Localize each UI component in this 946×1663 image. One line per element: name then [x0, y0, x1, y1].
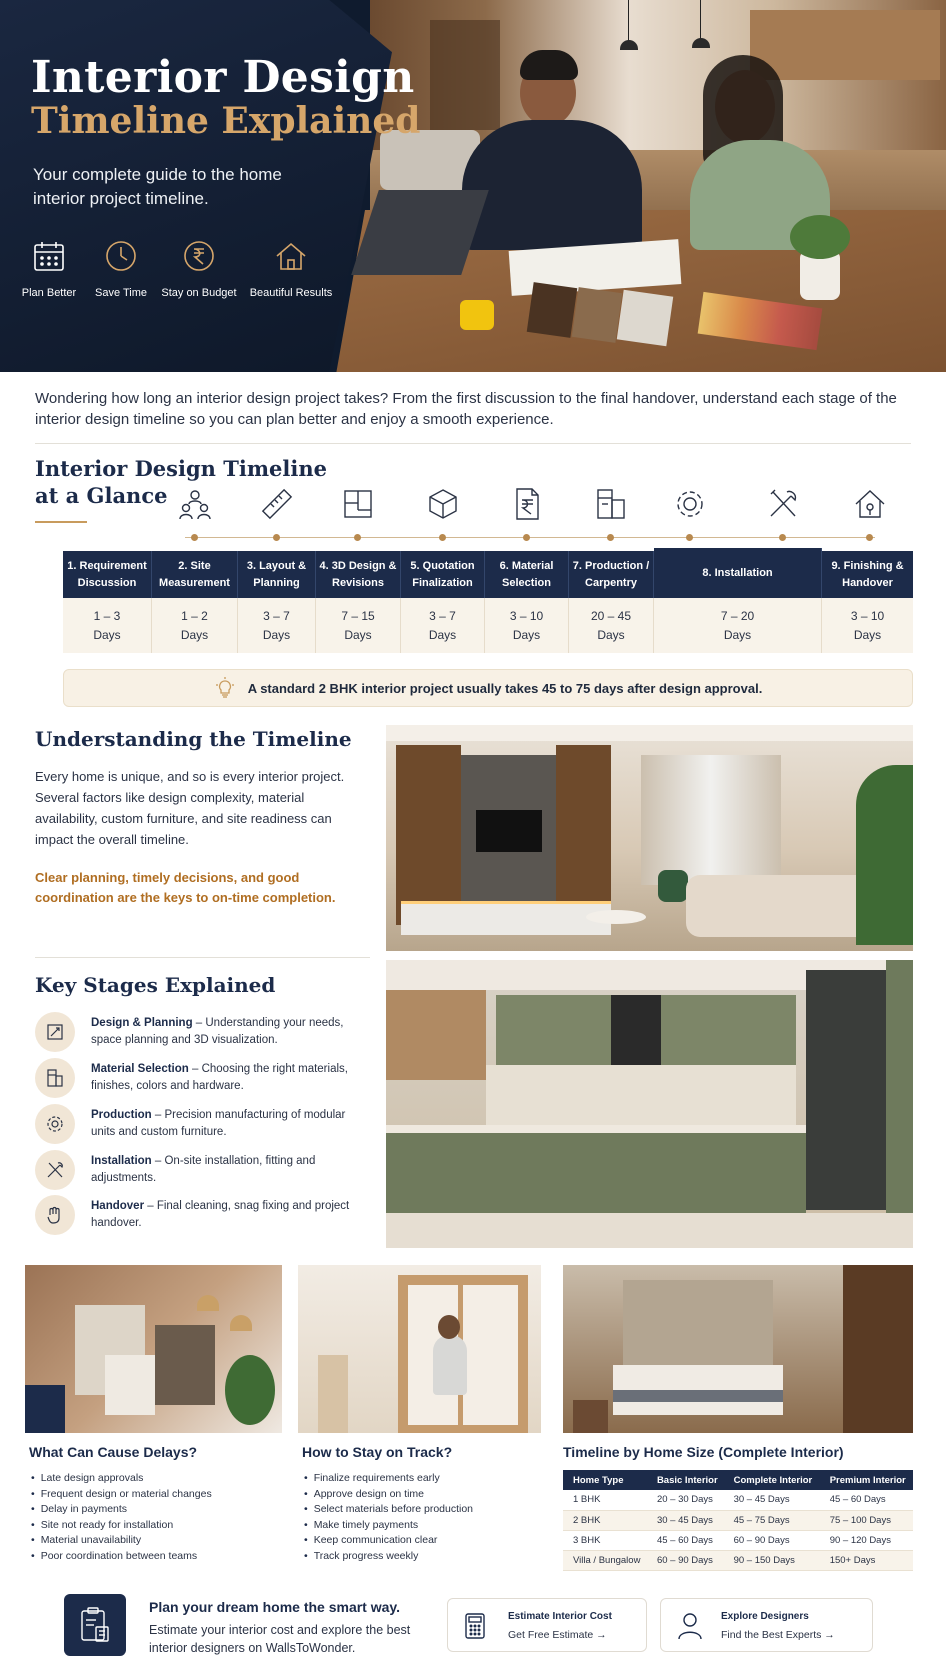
stage-duration: 20 – 45 Days: [569, 598, 654, 653]
list-item: • Late design approvals: [31, 1471, 281, 1487]
title-underline: [35, 521, 87, 523]
table-cell: 45 – 60 Days: [820, 1490, 913, 1510]
stage-header: 5. Quotation Finalization: [401, 551, 485, 598]
tools-icon: [765, 486, 801, 522]
stage-duration: 3 – 10 Days: [822, 598, 913, 653]
stage-header: 2. Site Measurement: [152, 551, 238, 598]
stage-duration: 3 – 7 Days: [238, 598, 316, 653]
list-item: • Site not ready for installation: [31, 1518, 281, 1534]
house-key-icon: [852, 486, 888, 522]
calculator-icon: [464, 1613, 486, 1639]
material-icon: [593, 486, 629, 522]
list-item: • Finalize requirements early: [304, 1471, 534, 1487]
table-cell: 20 – 30 Days: [647, 1490, 724, 1510]
intro-paragraph: Wondering how long an interior design project takes? From the first discussion to the final handover, understand each stage of the interior design timeline so you can plan better and enjoy a smooth experience.: [35, 390, 897, 428]
table-row: [563, 1550, 913, 1570]
divider: [35, 443, 911, 444]
stage-item-production: Production – Precision manufacturing of modular units and custom furniture.: [35, 1104, 355, 1148]
stage-item-handover: Handover – Final cleaning, snag fixing and project handover.: [35, 1195, 355, 1239]
table-header: Home Type: [563, 1470, 647, 1490]
cta-title: Estimate Interior Cost: [508, 1611, 612, 1622]
calendar-icon: [31, 238, 67, 274]
key-stages-title: Key Stages Explained: [35, 973, 276, 997]
stage-duration: 1 – 3 Days: [63, 598, 152, 653]
footer-title: Plan your dream home the smart way.: [149, 1599, 401, 1615]
stage-item-design-planning: Design & Planning – Understanding your needs, space planning and 3D visualization.: [35, 1012, 355, 1056]
feature-beautiful-results: [245, 238, 337, 299]
feature-label: Plan Better: [21, 287, 77, 299]
stage-header-highlight: 8. Installation: [654, 548, 822, 598]
hero-title-accent: Timeline Explained: [31, 100, 421, 142]
find-experts-link[interactable]: Find the Best Experts →: [721, 1629, 835, 1641]
table-cell: Villa / Bungalow: [563, 1550, 647, 1570]
table-header: Complete Interior: [724, 1470, 820, 1490]
table-cell: 2 BHK: [563, 1510, 647, 1530]
delays-title: What Can Cause Delays?: [29, 1444, 198, 1460]
list-item: • Approve design on time: [304, 1487, 534, 1503]
table-cell: 45 – 60 Days: [647, 1530, 724, 1550]
timeline-dot: [866, 534, 873, 541]
living-room-photo: [386, 725, 913, 951]
clock-icon: [103, 238, 139, 274]
list-item: • Frequent design or material changes: [31, 1487, 281, 1503]
timeline-title-line2: at a Glance: [35, 483, 168, 508]
home-icon: [273, 238, 309, 274]
table-cell: 60 – 90 Days: [647, 1550, 724, 1570]
feature-stay-on-budget: [153, 238, 245, 299]
table-cell: 150+ Days: [820, 1550, 913, 1570]
timeline-dot: [273, 534, 280, 541]
understanding-highlight: Clear planning, timely decisions, and good coordination are the keys to on-time completion.: [35, 870, 336, 905]
list-item: • Delay in payments: [31, 1502, 281, 1518]
cube-icon: [425, 486, 461, 522]
estimate-cost-card[interactable]: [447, 1598, 647, 1652]
footer-body: Estimate your interior cost and explore the best interior designers on WallsToWonder.: [149, 1623, 411, 1655]
clipboard-calculator-icon: [79, 1607, 111, 1643]
table-cell: 60 – 90 Days: [724, 1530, 820, 1550]
stage-item-installation: Installation – On-site installation, fitting and adjustments.: [35, 1150, 355, 1194]
get-free-estimate-link[interactable]: Get Free Estimate →: [508, 1629, 607, 1641]
gear-icon: [672, 486, 708, 522]
material-samples-photo: [25, 1265, 282, 1433]
table-cell: 90 – 120 Days: [820, 1530, 913, 1550]
people-icon: [177, 486, 213, 522]
table-header: Premium Interior: [820, 1470, 913, 1490]
delays-list: [31, 1471, 281, 1564]
table-header: Basic Interior: [647, 1470, 724, 1490]
hero-photo-couple-planning: [370, 0, 946, 372]
stage-duration: 7 – 15 Days: [316, 598, 401, 653]
table-row: [563, 1530, 913, 1550]
table-cell: 75 – 100 Days: [820, 1510, 913, 1530]
carpenter-photo: [298, 1265, 541, 1433]
stage-header: 3. Layout & Planning: [238, 551, 316, 598]
hand-icon: [45, 1205, 65, 1225]
understanding-title: Understanding the Timeline: [35, 727, 352, 751]
table-cell: 45 – 75 Days: [724, 1510, 820, 1530]
clipboard-badge: [64, 1594, 126, 1656]
home-size-table: [563, 1470, 913, 1571]
user-icon: [677, 1612, 703, 1640]
list-item: • Material unavailability: [31, 1533, 281, 1549]
table-cell: 1 BHK: [563, 1490, 647, 1510]
production-icon: [45, 1114, 65, 1134]
stage-header: 1. Requirement Discussion: [63, 551, 152, 598]
hero-banner: [0, 0, 946, 372]
callout-text: A standard 2 BHK interior project usually takes 45 to 75 days after design approval.: [247, 680, 763, 696]
table-header-row: [563, 1470, 913, 1490]
lightbulb-icon: [214, 677, 236, 699]
stage-duration: 3 – 10 Days: [485, 598, 569, 653]
timeline-dot: [607, 534, 614, 541]
home-size-title: Timeline by Home Size (Complete Interior): [563, 1444, 844, 1460]
kitchen-photo: [386, 960, 913, 1248]
feature-label: Stay on Budget: [161, 287, 237, 299]
stage-duration: 3 – 7 Days: [401, 598, 485, 653]
timeline-title-line1: Interior Design Timeline: [35, 456, 327, 481]
cta-title: Explore Designers: [721, 1611, 809, 1622]
quotation-icon: [509, 486, 545, 522]
timeline-connector-line: [185, 537, 875, 538]
list-item: • Track progress weekly: [304, 1549, 534, 1565]
table-cell: 30 – 45 Days: [647, 1510, 724, 1530]
timeline-callout: [63, 669, 913, 707]
on-track-title: How to Stay on Track?: [302, 1444, 453, 1460]
timeline-dot: [686, 534, 693, 541]
table-cell: 90 – 150 Days: [724, 1550, 820, 1570]
table-row: [563, 1510, 913, 1530]
list-item: • Make timely payments: [304, 1518, 534, 1534]
explore-designers-card[interactable]: [660, 1598, 873, 1652]
stage-header: 4. 3D Design & Revisions: [316, 551, 401, 598]
hero-title: Interior Design: [31, 52, 415, 103]
on-track-list: [304, 1471, 534, 1564]
wrench-icon: [45, 1160, 65, 1180]
stage-duration: 1 – 2 Days: [152, 598, 238, 653]
stage-header: 9. Finishing & Handover: [822, 551, 913, 598]
ruler-icon: [259, 486, 295, 522]
stage-header: 6. Material Selection: [485, 551, 569, 598]
floorplan-icon: [340, 486, 376, 522]
timeline-dot: [523, 534, 530, 541]
table-cell: 3 BHK: [563, 1530, 647, 1550]
timeline-dot: [779, 534, 786, 541]
stage-item-material-selection: Material Selection – Choosing the right materials, finishes, colors and hardware.: [35, 1058, 355, 1102]
stage-duration: 7 – 20 Days: [654, 598, 822, 653]
list-item: • Keep communication clear: [304, 1533, 534, 1549]
rupee-icon: [181, 238, 217, 274]
timeline-dot: [191, 534, 198, 541]
hero-subtitle: Your complete guide to the home interior project timeline.: [33, 165, 282, 208]
timeline-dot: [354, 534, 361, 541]
design-icon: [45, 1022, 65, 1042]
table-cell: 30 – 45 Days: [724, 1490, 820, 1510]
list-item: • Poor coordination between teams: [31, 1549, 281, 1565]
feature-label: Save Time: [95, 287, 147, 299]
bedroom-photo: [563, 1265, 913, 1433]
timeline-dot: [439, 534, 446, 541]
stage-header: 7. Production / Carpentry: [569, 551, 654, 598]
table-row: [563, 1490, 913, 1510]
swatch-icon: [45, 1068, 65, 1088]
list-item: • Select materials before production: [304, 1502, 534, 1518]
understanding-body: Every home is unique, and so is every interior project. Several factors like design complexity, material availability, custom furniture, and site readiness can impact the overall timeline.: [35, 769, 345, 847]
divider: [35, 957, 370, 958]
feature-label: Beautiful Results: [249, 287, 333, 299]
